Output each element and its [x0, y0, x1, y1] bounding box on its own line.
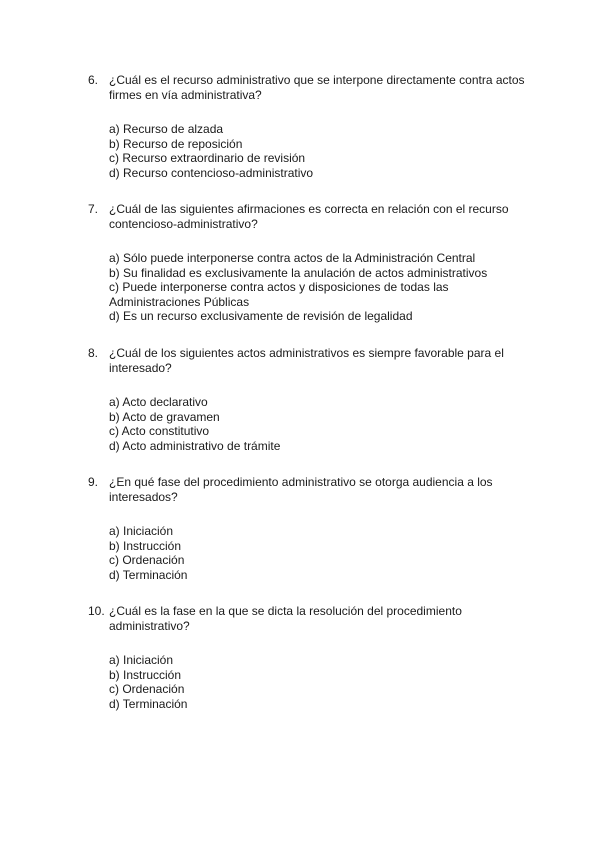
option-list [88, 251, 538, 324]
option-c: c) Puede interponerse contra actos y disposiciones de todas las Administraciones Públicas [109, 280, 449, 309]
option-list [88, 122, 538, 180]
option-b: b) Recurso de reposición [109, 136, 243, 151]
question-10 [88, 604, 538, 711]
option-list [88, 395, 538, 453]
option-b: b) Acto de gravamen [109, 409, 220, 424]
question-number: 6. [88, 73, 99, 87]
option-d: d) Acto administrativo de trámite [109, 438, 281, 453]
option-a: a) Iniciación [109, 653, 174, 667]
question-number: 8. [88, 346, 99, 360]
question-text: ¿Cuál es el recurso administrativo que se interpone directamente contra actos firmes en vía administrativa? [109, 73, 525, 102]
option-d: d) Terminación [109, 567, 188, 582]
option-c: c) Ordenación [109, 553, 185, 567]
question-text: ¿En qué fase del procedimiento administrativo se otorga audiencia a los interesados? [109, 475, 493, 504]
option-b: b) Instrucción [109, 538, 182, 553]
question-number: 9. [88, 475, 99, 489]
option-d: d) Terminación [109, 696, 188, 711]
question-6 [88, 73, 538, 180]
option-a: a) Iniciación [109, 524, 174, 538]
question-8 [88, 346, 538, 453]
option-b: b) Instrucción [109, 667, 182, 682]
option-c: c) Ordenación [109, 682, 185, 696]
question-text: ¿Cuál de las siguientes afirmaciones es correcta en relación con el recurso contencioso-administrativo? [109, 202, 509, 231]
question-number: 10. [88, 604, 105, 618]
option-d: d) Recurso contencioso-administrativo [109, 165, 314, 180]
option-a: a) Sólo puede interponerse contra actos de la Administración Central [109, 251, 476, 265]
option-c: c) Acto constitutivo [109, 424, 210, 438]
option-list [88, 653, 538, 711]
question-text: ¿Cuál de los siguientes actos administrativos es siempre favorable para el interesado? [109, 346, 504, 375]
option-list [88, 524, 538, 582]
option-b: b) Su finalidad es exclusivamente la anulación de actos administrativos [109, 265, 488, 280]
question-text: ¿Cuál es la fase en la que se dicta la resolución del procedimiento administrativo? [109, 604, 462, 633]
option-a: a) Recurso de alzada [109, 122, 224, 136]
question-number: 7. [88, 202, 99, 216]
option-a: a) Acto declarativo [109, 395, 208, 409]
question-9 [88, 475, 538, 582]
option-c: c) Recurso extraordinario de revisión [109, 151, 306, 165]
option-d: d) Es un recurso exclusivamente de revisión de legalidad [109, 309, 413, 323]
question-7 [88, 202, 538, 324]
